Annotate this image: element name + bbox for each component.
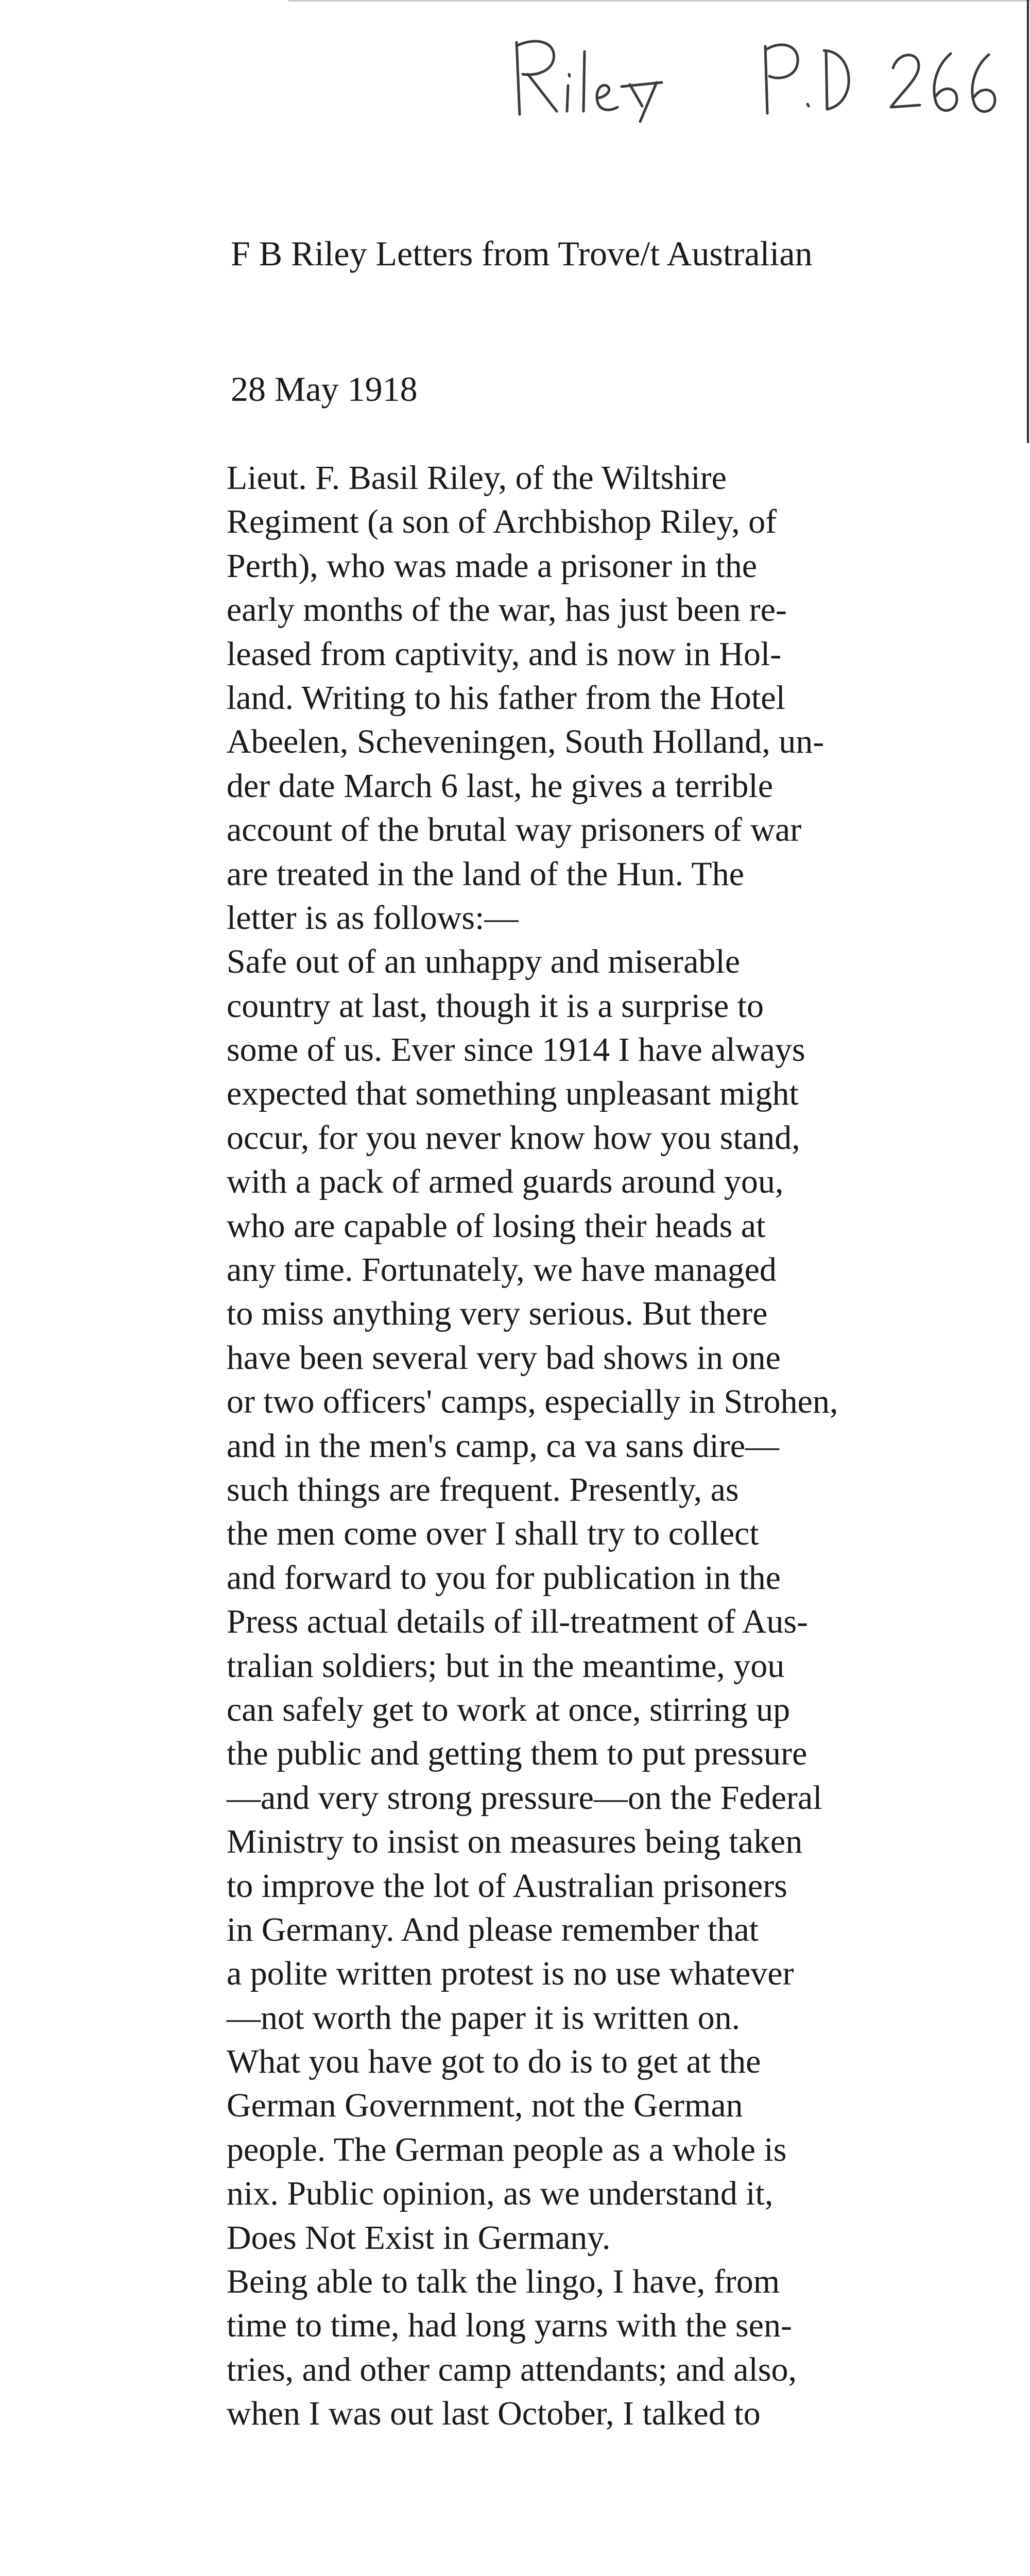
text-line: Abeelen, Scheveningen, South Holland, un- [227, 723, 825, 761]
right-edge-rule [1027, 0, 1029, 443]
text-line: the public and getting them to put pressure [227, 1735, 808, 1773]
text-line: and forward to you for publication in the [227, 1558, 781, 1597]
text-line: Lieut. F. Basil Riley, of the Wiltshire [227, 459, 727, 497]
text-line: Ministry to insist on measures being taken [227, 1823, 803, 1861]
text-line: letter is as follows:— [227, 899, 519, 937]
text-line: Perth), who was made a prisoner in the [227, 547, 758, 585]
text-line: with a pack of armed guards around you, [227, 1163, 784, 1201]
text-line: Regiment (a son of Archbishop Riley, of [227, 503, 777, 541]
text-line: early months of the war, has just been re- [227, 591, 787, 629]
text-line: or two officers' camps, especially in Strohen, [227, 1383, 838, 1421]
text-line: occur, for you never know how you stand, [227, 1118, 800, 1157]
text-line: people. The German people as a whole is [227, 2130, 787, 2168]
handwritten-name-annotation [507, 21, 693, 124]
text-line: some of us. Ever since 1914 I have always [227, 1031, 805, 1069]
text-line: tries, and other camp attendants; and also, [227, 2350, 797, 2388]
text-line: have been several very bad shows in one [227, 1338, 781, 1377]
text-line: any time. Fortunately, we have managed [227, 1251, 777, 1289]
text-line: can safely get to work at once, stirring up [227, 1690, 791, 1728]
document-title: F B Riley Letters from Trove/t Australian [231, 234, 813, 273]
handwritten-reference-annotation [752, 21, 860, 124]
text-line: who are capable of losing their heads at [227, 1207, 766, 1245]
text-line: leased from captivity, and is now in Hol- [227, 635, 782, 673]
document-date: 28 May 1918 [231, 369, 418, 409]
text-line: —and very strong pressure—on the Federal [227, 1778, 822, 1817]
text-line: German Government, not the German [227, 2087, 743, 2125]
text-line: are treated in the land of the Hun. The [227, 855, 744, 893]
text-line: Being able to talk the lingo, I have, from [227, 2263, 780, 2301]
text-line: Safe out of an unhappy and miserable [227, 943, 741, 981]
top-edge-rule [288, 0, 1030, 2]
text-line: land. Writing to his father from the Hotel [227, 679, 785, 717]
text-line: tralian soldiers; but in the meantime, you [227, 1647, 785, 1685]
text-line: to improve the lot of Australian prisoners [227, 1867, 787, 1905]
text-line: nix. Public opinion, as we understand it, [227, 2175, 774, 2213]
text-line: Does Not Exist in Germany. [227, 2218, 611, 2257]
text-line: when I was out last October, I talked to [227, 2395, 761, 2433]
text-line: expected that something unpleasant might [227, 1075, 799, 1113]
text-line: such things are frequent. Presently, as [227, 1470, 739, 1509]
handwritten-number-annotation [886, 21, 1004, 124]
text-line: in Germany. And please remember that [227, 1910, 759, 1948]
text-line: country at last, though it is a surprise to [227, 987, 764, 1025]
text-line: and in the men's camp, ca va sans dire— [227, 1427, 780, 1465]
text-line: What you have got to do is to get at the [227, 2043, 761, 2081]
text-line: —not worth the paper it is written on. [227, 1998, 741, 2037]
text-line: the men come over I shall try to collect [227, 1515, 759, 1553]
text-line: Press actual details of ill-treatment of Aus- [227, 1603, 809, 1641]
text-line: a polite written protest is no use whatever [227, 1955, 794, 1993]
text-line: time to time, had long yarns with the sen- [227, 2307, 792, 2345]
text-line: account of the brutal way prisoners of war [227, 811, 802, 849]
text-line: der date March 6 last, he gives a terrible [227, 767, 774, 805]
letter-body [227, 456, 989, 2436]
text-line: to miss anything very serious. But there [227, 1295, 768, 1333]
